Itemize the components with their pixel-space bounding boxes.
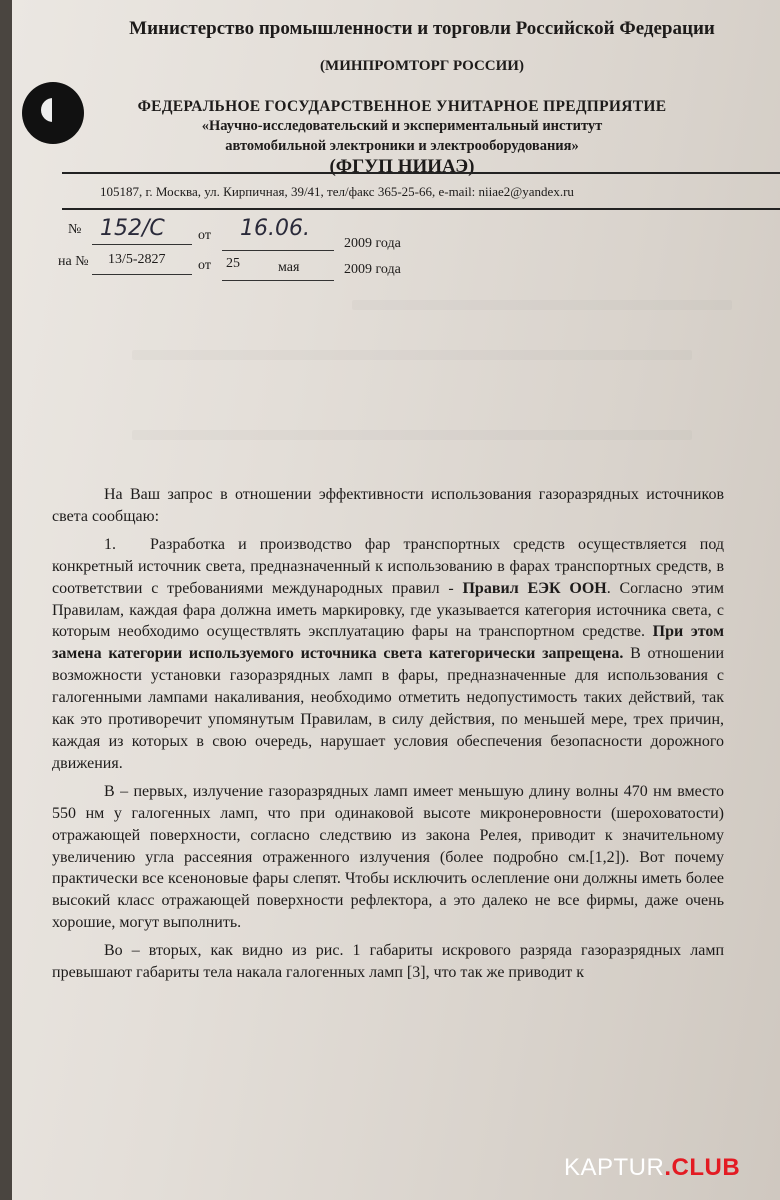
incoming-day: 25 [226,256,240,271]
institute-name-line1: «Научно-исследовательский и экспериментальный институт [201,118,603,134]
org-type: ФЕДЕРАЛЬНОЕ ГОСУДАРСТВЕННОЕ УНИТАРНОЕ ПРЕДПРИЯТИЕ [137,98,667,115]
show-through [352,300,732,310]
org-abbr: (ФГУП НИИАЭ) [329,156,475,177]
paragraph-number: 1. [104,535,116,553]
paragraph-1: 1. Разработка и производство фар транспортных средств осуществляется под конкретный источник света, предназначенный к использованию в фарах транспортных средств, в соответствии с требованиями международных правил - Правил ЕЭК ООН. Согласно этим Правилам, каждая фара должна иметь маркировку, где указывается категория источника света, с которым необходимо осуществлять эксплуатацию фары на транспортном средстве. При этом замена категории используемого источника света категорически запрещена. В отношении возможности установки газоразрядных ламп в фары, предназначенные для использования с галогенными лампами накаливания, необходимо отметить недопустимость таких действий, так как это противоречит упомянутым Правилам, в силу действия, по меньшей мере, трех причин, каждая из которых в свою очередь, нарушает условия обеспечения безопасности дорожного движения. [52,535,725,772]
un-ece-rules: Правил ЕЭК ООН [462,579,607,597]
ministry-abbr: (МИНПРОМТОРГ РОССИИ) [320,58,524,74]
letterhead-rule-top [62,172,780,174]
letter-body [52,484,724,990]
ref-date-handwritten: 16.06. [240,216,310,241]
incoming-date-underline [222,280,334,281]
document-page [12,0,780,1200]
ministry-name: Министерство промышленности и торговли Российской Федерации [129,18,715,39]
site-watermark: KAPTUR.CLUB [564,1154,741,1181]
show-through [132,350,692,360]
ref-no-label: № [68,222,82,237]
paragraph-2: В – первых, излучение газоразрядных ламп имеет меньшую длину волны 470 нм вместо 550 нм у галогенных ламп, что при одинаковой высоте микронеровности (шероховатости) отражающей поверхности, согласно следствию из закона Релея, приводит к значительному увеличению угла рассеяния отраженного излучения (более подробно см.[1,2]). Вот почему практически все ксеноновые фары слепят. Чтобы исключить ослепление они должны иметь более высокий класс отражающей поверхности рефлектора, а это далеко не все фирмы, даже очень хорошие, могут выполнить. [52,782,724,932]
paragraph-3: Во – вторых, как видно из рис. 1 габариты искрового разряда газоразрядных ламп превышают габариты тела накала галогенных ламп [3], что так же приводит к [52,942,724,982]
incoming-no-value: 13/5-2827 [108,252,166,267]
ref-no-underline [92,244,192,245]
ref-year-2: 2009 года [344,262,401,277]
org-address: 105187, г. Москва, ул. Кирпичная, 39/41, тел/факс 365-25-66, e-mail: niiae2@yandex.ru [100,184,574,199]
ref-date-underline [222,250,334,251]
institute-name-line2: автомобильной электроники и электрооборудования» [225,138,579,154]
replacement-prohibited: При этом замена категории используемого источника света категорически запрещена. [52,623,725,663]
letterhead-rule-bottom [62,208,780,210]
incoming-no-label: на № [58,254,89,269]
ref-from-label: от [198,228,211,243]
intro-paragraph: На Ваш запрос в отношении эффективности использования газоразрядных источников света сообщаю: [52,486,724,525]
ref-year-1: 2009 года [344,236,401,251]
incoming-no-underline [92,274,192,275]
ministry-emblem-icon [22,82,84,144]
ref-no-handwritten: 152/С [100,216,165,241]
incoming-month: мая [278,260,300,275]
show-through [132,430,692,440]
incoming-from-label: от [198,258,211,273]
